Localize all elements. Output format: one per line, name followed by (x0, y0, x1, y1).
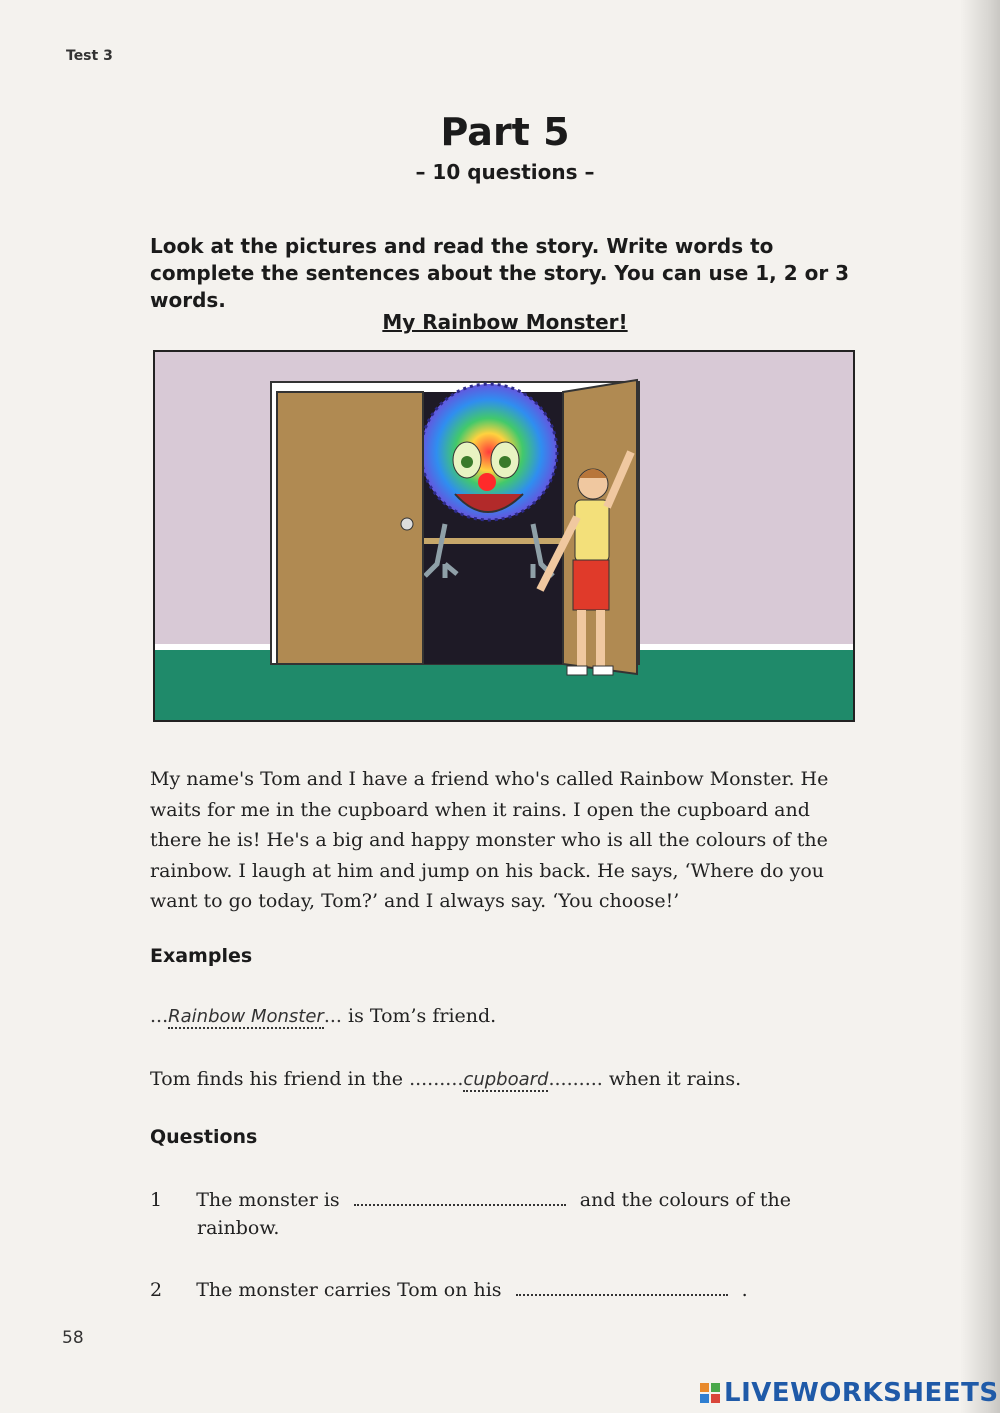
question-1-after: and the colours of the (579, 1189, 792, 1211)
liveworksheets-logo-icon (700, 1383, 720, 1403)
page-edge-shadow (960, 0, 1000, 1413)
rainbow-monster-illustration (155, 352, 853, 720)
part-subtitle: – 10 questions – (415, 160, 595, 184)
story-text: My name's Tom and I have a friend who's called Rainbow Monster. He waits for me in the cupboard when it rains. I open the cupboard and there he is! He's a big and happy monster who is all the colours of the rainbow. I laugh at him and jump on his back. He says, ‘Where do you want to go today, Tom?’ and I always say. ‘You choose!’ (150, 768, 829, 912)
story-picture (153, 350, 855, 722)
brand-text: LIVEWORKSHEETS (724, 1378, 999, 1408)
question-1 (150, 1186, 791, 1211)
questions-heading: Questions (150, 1126, 258, 1148)
question-1-continuation: rainbow. (197, 1217, 280, 1239)
part-title: Part 5 (440, 110, 570, 154)
question-2 (150, 1276, 748, 1301)
instructions: Look at the pictures and read the story. Write words to complete the sentences about the story. You can use 1, 2 or 3 words. (150, 234, 850, 312)
test-label: Test 3 (66, 48, 113, 64)
question-1-before: The monster is (196, 1189, 340, 1211)
page-number: 58 (62, 1328, 84, 1348)
examples-heading: Examples (150, 945, 253, 967)
example-2: Tom finds his friend in the .........cupboard......... when it rains. (150, 1068, 742, 1090)
example-1-after: is Tom’s friend. (348, 1005, 497, 1027)
question-2-after: . (741, 1279, 748, 1301)
question-1-answer-field[interactable] (354, 1186, 566, 1206)
example-2-answer: cupboard (463, 1069, 549, 1090)
story-title: My Rainbow Monster! (382, 310, 628, 334)
question-1-number: 1 (150, 1189, 163, 1211)
example-2-before: Tom finds his friend in the (150, 1068, 404, 1090)
left-door (277, 392, 423, 664)
question-2-before: The monster carries Tom on his (196, 1279, 502, 1301)
example-2-after: when it rains. (608, 1068, 742, 1090)
question-2-number: 2 (150, 1279, 163, 1301)
question-2-answer-field[interactable] (516, 1276, 728, 1296)
example-1: ...Rainbow Monster... is Tom’s friend. (150, 1005, 497, 1027)
example-1-answer: Rainbow Monster (168, 1006, 324, 1027)
liveworksheets-brand[interactable] (700, 1378, 999, 1408)
